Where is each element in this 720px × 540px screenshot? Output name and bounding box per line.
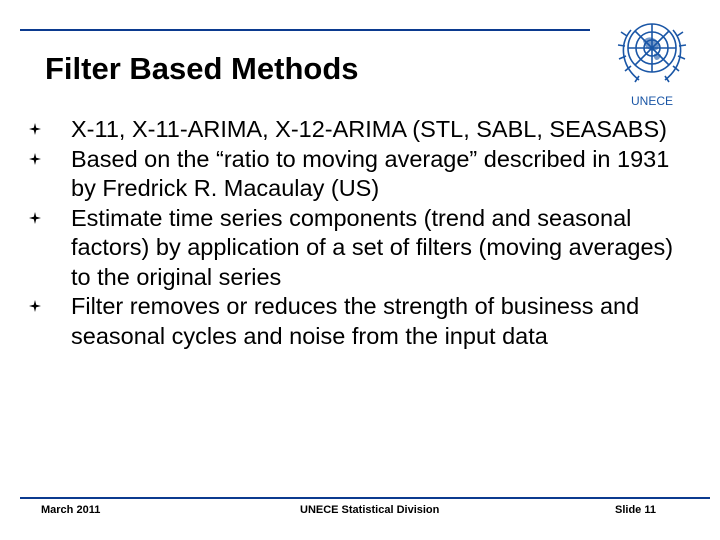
bullet-item xyxy=(29,145,699,204)
logo-label: UNECE xyxy=(630,94,673,108)
un-emblem-icon xyxy=(609,8,695,94)
bullet-item xyxy=(29,292,699,351)
bullet-text: X-11, X-11-ARIMA, X-12-ARIMA (STL, SABL, SEASABS) xyxy=(71,116,667,142)
footer-slide-number: Slide 11 xyxy=(615,504,656,516)
unece-logo xyxy=(609,8,695,110)
bottom-rule xyxy=(20,497,710,499)
bullet-text: Based on the “ratio to moving average” described in 1931 by Fredrick R. Macaulay (US) xyxy=(71,145,670,201)
top-rule xyxy=(20,29,590,31)
diamond-bullet-icon xyxy=(29,123,41,135)
footer-org: UNECE Statistical Division xyxy=(300,504,440,516)
footer-date: March 2011 xyxy=(41,504,101,516)
bullet-text: Estimate time series components (trend and seasonal factors) by application of a set of filters (moving averages) to the original series xyxy=(71,204,674,290)
bullet-item xyxy=(29,115,699,145)
slide-title: Filter Based Methods xyxy=(45,51,359,86)
diamond-bullet-icon xyxy=(29,300,41,312)
bullet-item xyxy=(29,204,699,293)
bullet-text: Filter removes or reduces the strength of business and seasonal cycles and noise from the input data xyxy=(71,293,640,349)
bullet-list xyxy=(29,115,699,351)
diamond-bullet-icon xyxy=(29,153,41,165)
diamond-bullet-icon xyxy=(29,212,41,224)
